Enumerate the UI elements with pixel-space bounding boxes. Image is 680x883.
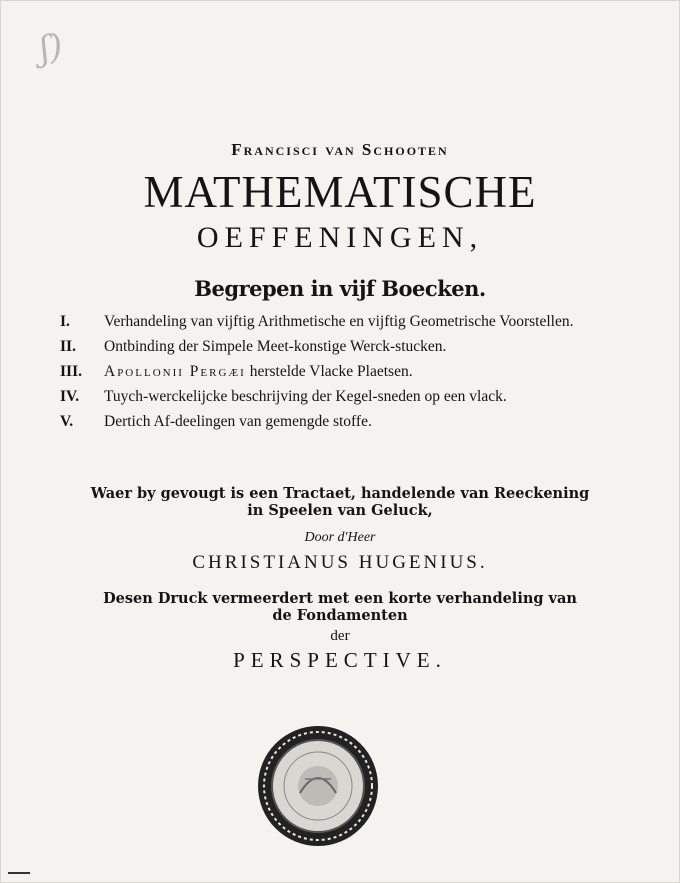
author-name: CHRISTIANUS HUGENIUS. bbox=[192, 552, 488, 573]
table-of-contents bbox=[60, 312, 660, 437]
author-line: Francisci van Schooten bbox=[231, 140, 449, 159]
toc-number: II. bbox=[60, 338, 76, 355]
page-title: MATHEMATISCHE bbox=[143, 167, 537, 217]
toc-number: III. bbox=[60, 363, 82, 380]
toc-item bbox=[60, 362, 660, 381]
toc-number: IV. bbox=[60, 388, 80, 405]
handwritten-mark: ʃ) bbox=[37, 26, 66, 70]
toc-text: Verhandeling van vijftig Arithmetische en vijftig Geometrische Voorstellen. bbox=[104, 313, 574, 330]
tractaat-line-1: Waer by gevougt is een Tractaet, handelende van Reeckening bbox=[90, 485, 590, 502]
toc-number: V. bbox=[60, 413, 74, 430]
edition-note bbox=[0, 590, 680, 624]
books-line: Begrepen in vijf Boecken. bbox=[194, 276, 486, 301]
toc-text: Dertich Af-deelingen van gemengde stoffe. bbox=[104, 413, 372, 430]
edition-line-1: Desen Druck vermeerdert met een korte verhandeling van bbox=[103, 590, 577, 607]
toc-item bbox=[60, 312, 660, 331]
toc-text-rest: herstelde Vlacke Plaetsen. bbox=[245, 363, 413, 380]
perspective-title: PERSPECTIVE. bbox=[233, 648, 447, 672]
margin-mark bbox=[8, 872, 30, 874]
library-stamp-seal bbox=[255, 723, 381, 849]
page-subtitle: OEFFENINGEN, bbox=[196, 221, 484, 254]
der-line: der bbox=[330, 628, 350, 644]
toc-item bbox=[60, 387, 660, 406]
tractaat-note bbox=[0, 485, 680, 519]
toc-name: Apollonii Pergæi bbox=[104, 363, 246, 380]
toc-text: Tuych-werckelijcke beschrijving der Kegel-sneden op een vlack. bbox=[104, 388, 507, 405]
toc-item bbox=[60, 412, 660, 431]
toc-text: Ontbinding der Simpele Meet-konstige Werck-stucken. bbox=[104, 338, 447, 355]
toc-item bbox=[60, 337, 660, 356]
tractaat-line-2: in Speelen van Geluck, bbox=[247, 502, 433, 519]
toc-number: I. bbox=[60, 313, 70, 330]
door-line: Door d'Heer bbox=[304, 530, 376, 545]
edition-line-2: de Fondamenten bbox=[272, 607, 408, 624]
toc-text bbox=[104, 362, 660, 381]
